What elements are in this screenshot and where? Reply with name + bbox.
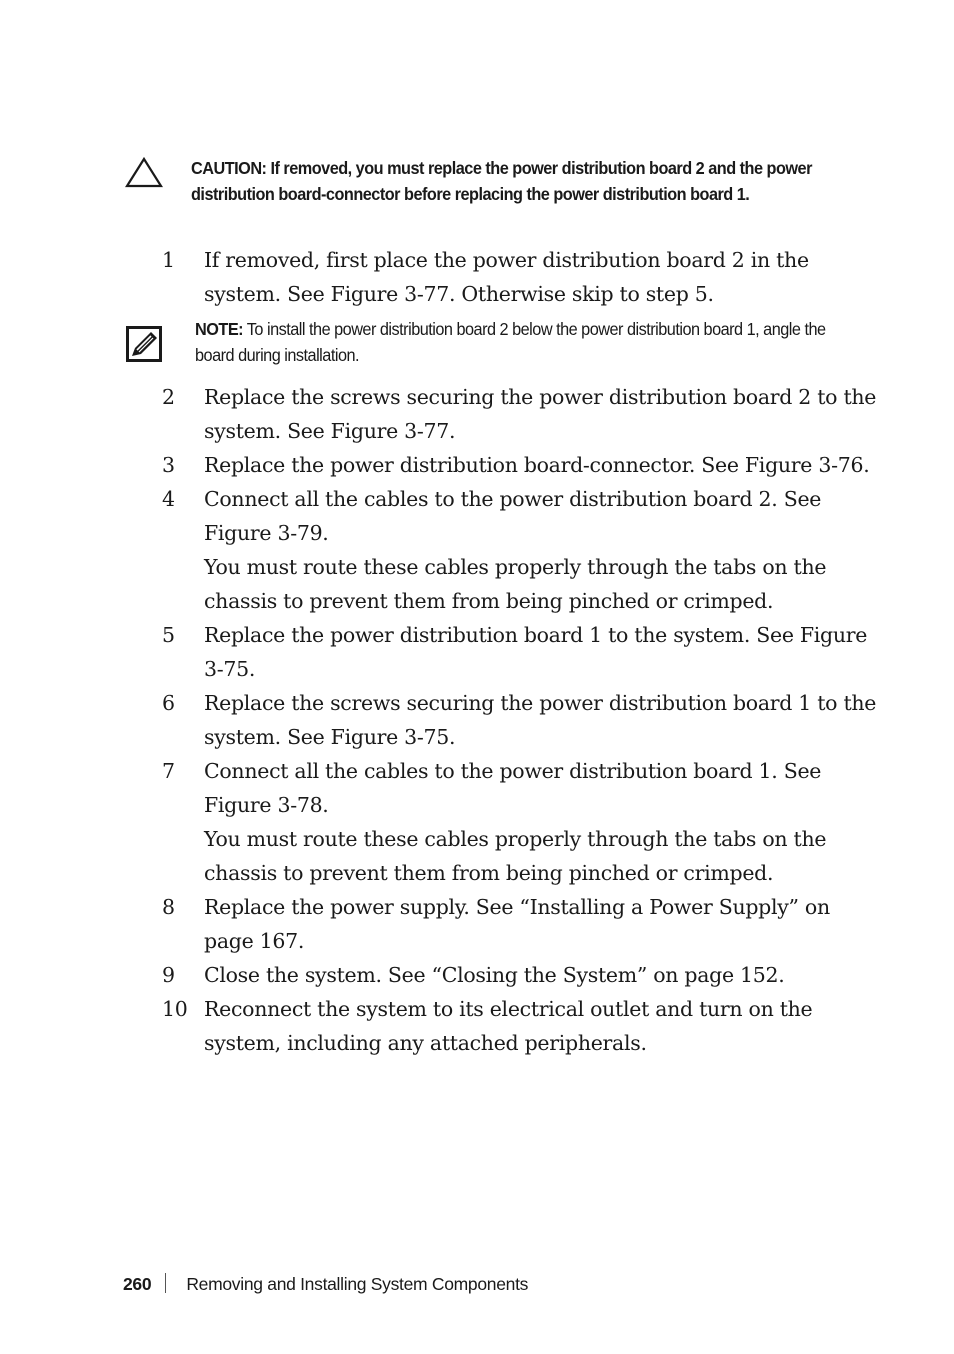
caution-block — [124, 156, 868, 207]
step-number: 2 — [162, 385, 175, 409]
step-continuation — [162, 550, 882, 618]
step-item — [162, 243, 882, 311]
step-text: If removed, first place the power distribution board 2 in the system. See Figure 3-77. Otherwise skip to step 5. — [204, 248, 809, 306]
note-block — [126, 316, 868, 368]
step-text: Replace the power supply. See “Installing a Power Supply” on page 167. — [204, 895, 830, 953]
step-item — [162, 992, 882, 1060]
step-number: 10 — [162, 997, 188, 1021]
step-text: Connect all the cables to the power distribution board 2. See Figure 3-79. — [204, 487, 822, 545]
step-text: Replace the power distribution board-connector. See Figure 3-76. — [204, 453, 870, 477]
step-number: 5 — [162, 623, 175, 647]
step-item — [162, 958, 882, 992]
page-number: 260 — [123, 1274, 152, 1294]
step-item — [162, 380, 882, 448]
step-number: 7 — [162, 759, 175, 783]
step-text: Replace the screws securing the power distribution board 2 to the system. See Figure 3-77. — [204, 385, 877, 443]
page-footer — [123, 1272, 528, 1296]
step-text: You must route these cables properly through the tabs on the chassis to prevent them from being pinched or crimped. — [204, 827, 827, 885]
step-number: 8 — [162, 895, 175, 919]
note-label: NOTE: — [195, 319, 244, 339]
steps-list-after-note — [122, 380, 882, 1060]
step-item — [162, 618, 882, 686]
step-number: 9 — [162, 963, 175, 987]
footer-section-title: Removing and Installing System Components — [186, 1274, 529, 1294]
step-text: Reconnect the system to its electrical outlet and turn on the system, including any attached peripherals. — [204, 997, 813, 1055]
step-item — [162, 686, 882, 754]
step-item — [162, 890, 882, 958]
step-number: 6 — [162, 691, 175, 715]
caution-triangle-icon — [124, 156, 164, 190]
step-item — [162, 448, 882, 482]
footer-divider — [165, 1273, 166, 1293]
step-number: 3 — [162, 453, 175, 477]
note-pencil-icon — [126, 326, 162, 362]
step-item — [162, 754, 882, 822]
step-text: Close the system. See “Closing the System” on page 152. — [204, 963, 785, 987]
step-text: Replace the power distribution board 1 to the system. See Figure 3-75. — [204, 623, 868, 681]
step-continuation — [162, 822, 882, 890]
step-text: Replace the screws securing the power distribution board 1 to the system. See Figure 3-75. — [204, 691, 877, 749]
note-body: To install the power distribution board 2 below the power distribution board 1, angle the board during installation. — [195, 319, 826, 365]
step-number: 4 — [162, 487, 175, 511]
step-number: 1 — [162, 248, 175, 272]
step-item — [162, 482, 882, 550]
caution-text: CAUTION: If removed, you must replace the power distribution board 2 and the power distribution board-connector before replacing the power distribution board 1. — [191, 158, 812, 204]
note-text — [195, 316, 866, 368]
step-text: You must route these cables properly through the tabs on the chassis to prevent them from being pinched or crimped. — [204, 555, 827, 613]
step-text: Connect all the cables to the power distribution board 1. See Figure 3-78. — [204, 759, 822, 817]
steps-list-before-note — [122, 243, 882, 311]
